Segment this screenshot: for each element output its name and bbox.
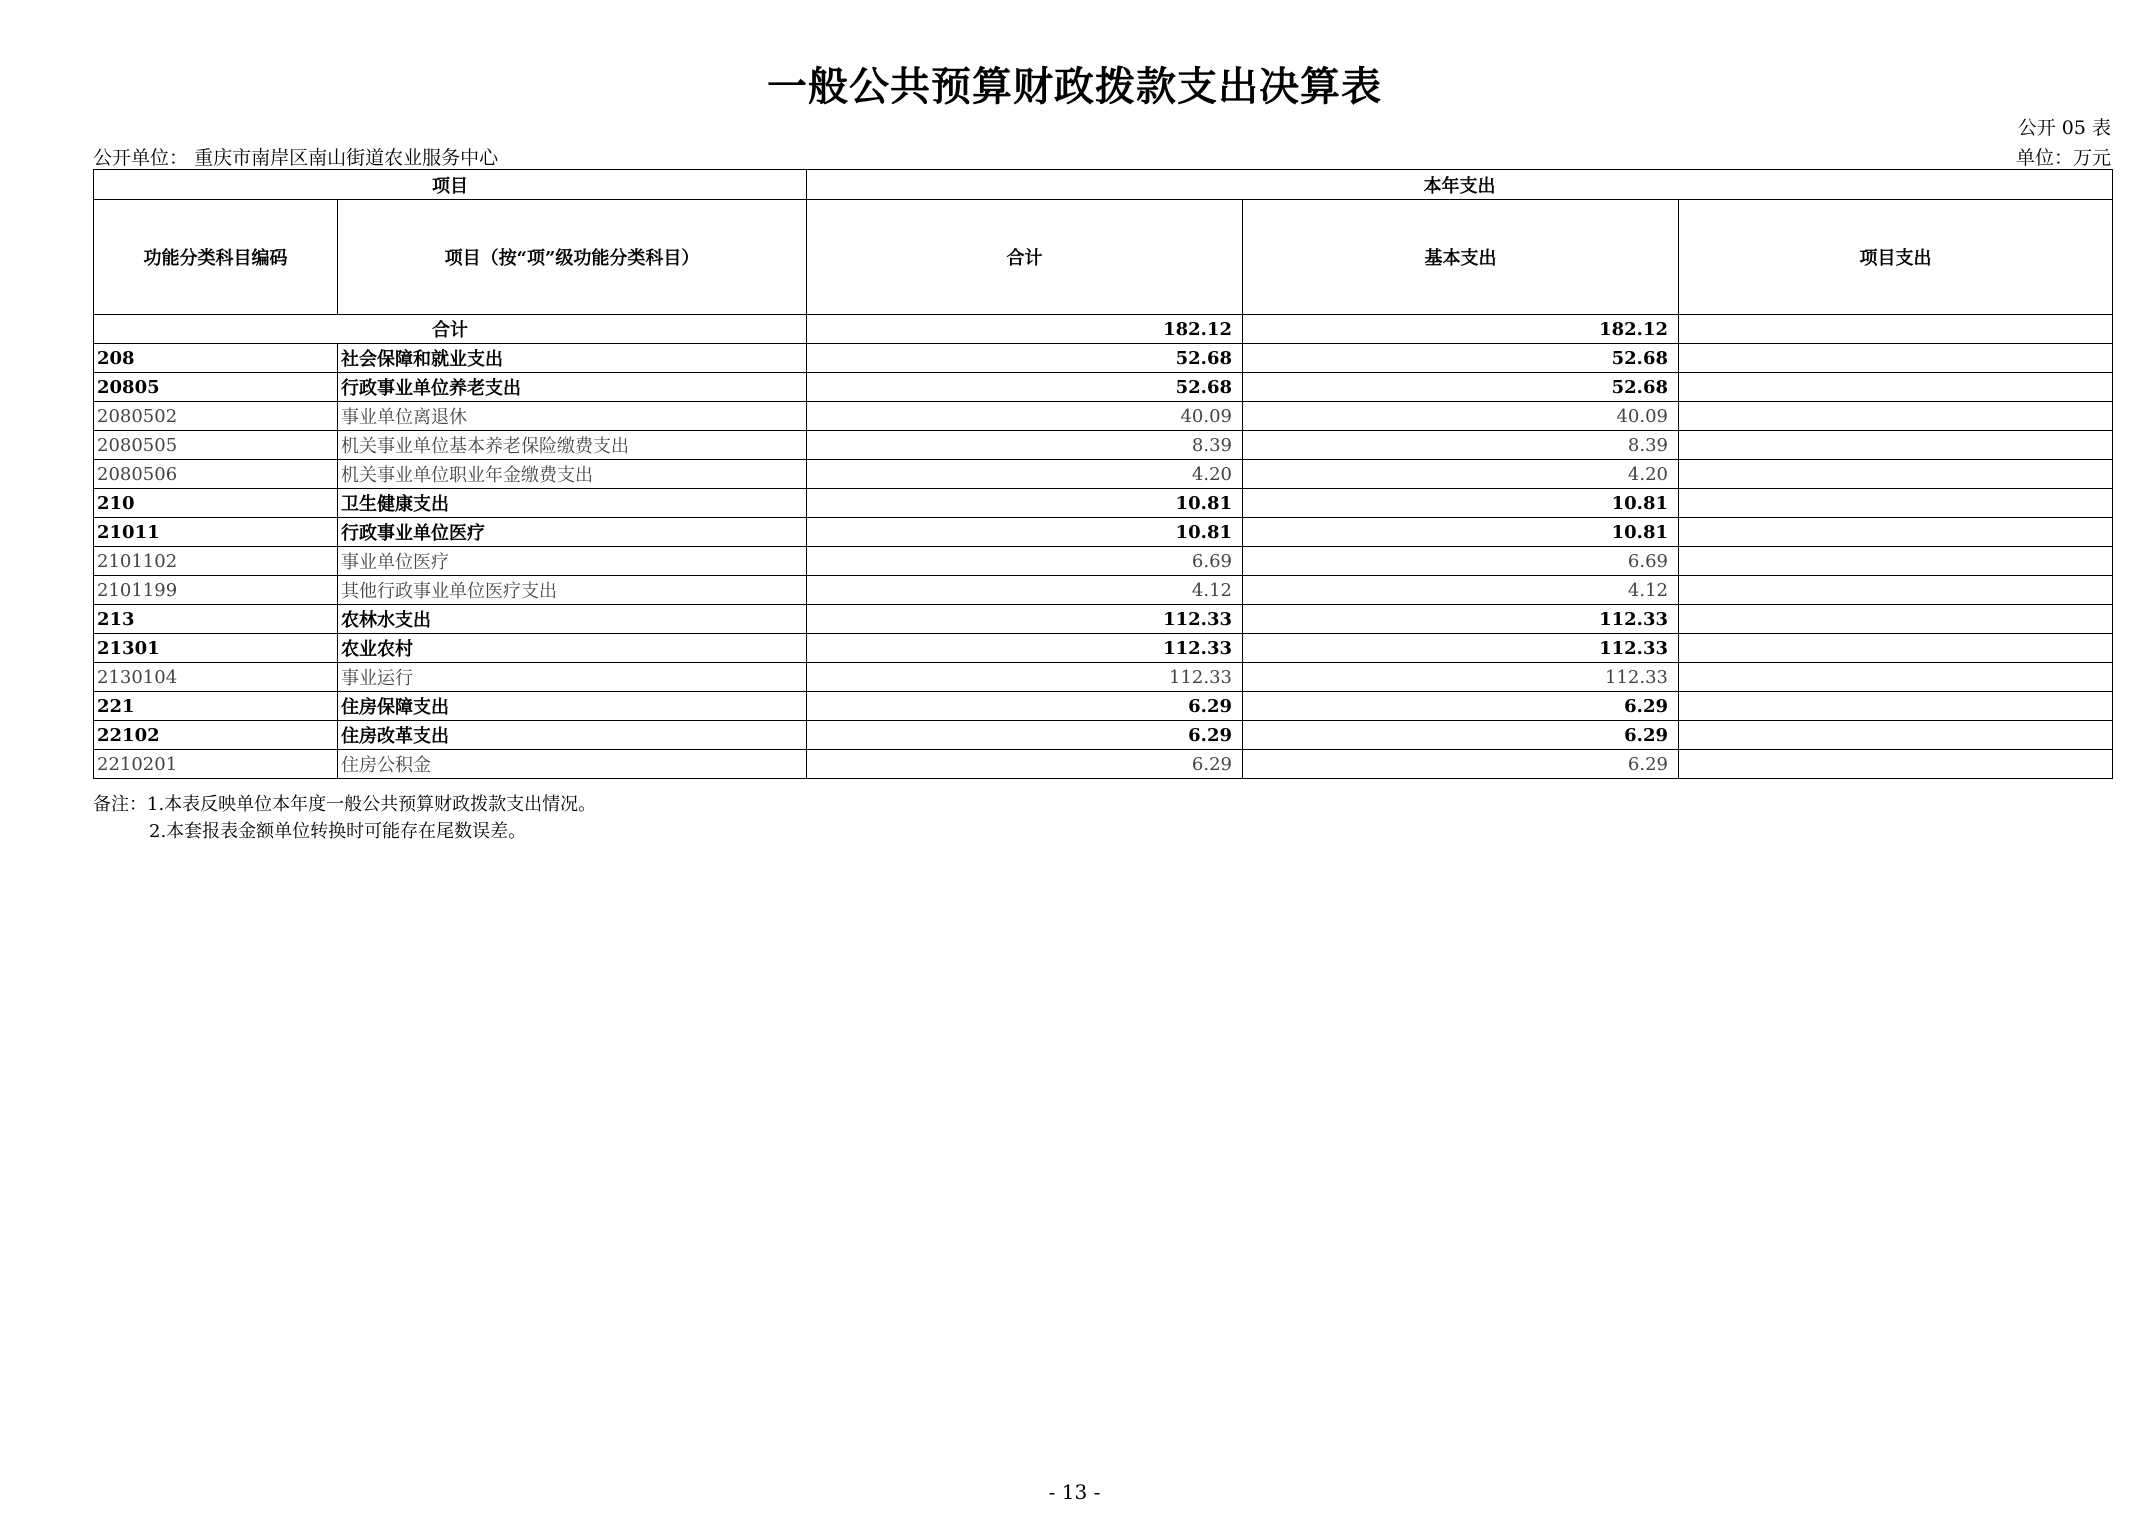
row-total: 40.09 xyxy=(807,402,1243,431)
table-row xyxy=(94,634,2113,663)
header-basic: 基本支出 xyxy=(1243,200,1679,315)
row-project xyxy=(1679,721,2113,750)
header-project-exp: 项目支出 xyxy=(1679,200,2113,315)
row-name: 行政事业单位医疗 xyxy=(338,518,807,547)
header-row-1 xyxy=(94,170,2113,200)
row-total: 6.29 xyxy=(807,692,1243,721)
form-number: 公开 05 表 xyxy=(2017,117,2111,139)
expenditure-table xyxy=(93,169,2113,779)
row-total: 112.33 xyxy=(807,663,1243,692)
row-name: 事业单位医疗 xyxy=(338,547,807,576)
row-project xyxy=(1679,518,2113,547)
row-code: 213 xyxy=(94,605,338,634)
row-total: 112.33 xyxy=(807,605,1243,634)
row-basic: 10.81 xyxy=(1243,489,1679,518)
notes xyxy=(93,791,596,845)
row-basic: 6.29 xyxy=(1243,721,1679,750)
row-total: 10.81 xyxy=(807,489,1243,518)
table-row xyxy=(94,605,2113,634)
row-project xyxy=(1679,489,2113,518)
header-project: 项目 xyxy=(94,170,807,200)
row-project xyxy=(1679,547,2113,576)
total-amount: 182.12 xyxy=(807,315,1243,344)
note-1: 备注：1.本表反映单位本年度一般公共预算财政拨款支出情况。 xyxy=(93,794,597,815)
table-row xyxy=(94,576,2113,605)
row-name: 机关事业单位基本养老保险缴费支出 xyxy=(338,431,807,460)
row-name: 卫生健康支出 xyxy=(338,489,807,518)
row-basic: 4.12 xyxy=(1243,576,1679,605)
row-basic: 112.33 xyxy=(1243,605,1679,634)
table-row xyxy=(94,460,2113,489)
row-total: 8.39 xyxy=(807,431,1243,460)
row-code: 2101102 xyxy=(94,547,338,576)
row-project xyxy=(1679,576,2113,605)
unit-label: 单位：万元 xyxy=(2015,147,2111,169)
header-row-2 xyxy=(94,200,2113,315)
total-project xyxy=(1679,315,2113,344)
row-code: 2080506 xyxy=(94,460,338,489)
table-row xyxy=(94,431,2113,460)
row-project xyxy=(1679,605,2113,634)
row-basic: 112.33 xyxy=(1243,663,1679,692)
row-name: 住房改革支出 xyxy=(338,721,807,750)
total-row xyxy=(94,315,2113,344)
row-project xyxy=(1679,402,2113,431)
row-basic: 40.09 xyxy=(1243,402,1679,431)
table-row xyxy=(94,344,2113,373)
page-number: - 13 - xyxy=(1048,1480,1101,1504)
row-name: 住房公积金 xyxy=(338,750,807,779)
table-row xyxy=(94,402,2113,431)
row-code: 20805 xyxy=(94,373,338,402)
row-total: 4.20 xyxy=(807,460,1243,489)
row-total: 6.29 xyxy=(807,750,1243,779)
row-total: 6.29 xyxy=(807,721,1243,750)
row-total: 52.68 xyxy=(807,373,1243,402)
row-total: 52.68 xyxy=(807,344,1243,373)
row-code: 2101199 xyxy=(94,576,338,605)
row-code: 2080502 xyxy=(94,402,338,431)
row-project xyxy=(1679,431,2113,460)
header-current-year: 本年支出 xyxy=(807,170,2113,200)
table-row xyxy=(94,663,2113,692)
row-name: 社会保障和就业支出 xyxy=(338,344,807,373)
row-name: 住房保障支出 xyxy=(338,692,807,721)
row-code: 208 xyxy=(94,344,338,373)
row-project xyxy=(1679,692,2113,721)
row-name: 机关事业单位职业年金缴费支出 xyxy=(338,460,807,489)
total-label: 合计 xyxy=(94,315,807,344)
note-2: 2.本套报表金额单位转换时可能存在尾数误差。 xyxy=(149,821,527,842)
row-basic: 112.33 xyxy=(1243,634,1679,663)
row-total: 10.81 xyxy=(807,518,1243,547)
row-basic: 6.69 xyxy=(1243,547,1679,576)
row-name: 事业单位离退休 xyxy=(338,402,807,431)
table-row xyxy=(94,373,2113,402)
row-code: 21301 xyxy=(94,634,338,663)
row-total: 4.12 xyxy=(807,576,1243,605)
row-code: 2210201 xyxy=(94,750,338,779)
row-name: 行政事业单位养老支出 xyxy=(338,373,807,402)
header-total: 合计 xyxy=(807,200,1243,315)
row-code: 210 xyxy=(94,489,338,518)
row-project xyxy=(1679,750,2113,779)
meta-line xyxy=(93,143,2111,169)
header-code: 功能分类科目编码 xyxy=(94,200,338,315)
row-name: 农林水支出 xyxy=(338,605,807,634)
page-title: 一般公共预算财政拨款支出决算表 xyxy=(767,63,1382,110)
row-code: 22102 xyxy=(94,721,338,750)
row-total: 6.69 xyxy=(807,547,1243,576)
row-name: 事业运行 xyxy=(338,663,807,692)
row-total: 112.33 xyxy=(807,634,1243,663)
row-basic: 52.68 xyxy=(1243,344,1679,373)
row-basic: 52.68 xyxy=(1243,373,1679,402)
table-row xyxy=(94,547,2113,576)
row-basic: 10.81 xyxy=(1243,518,1679,547)
row-code: 221 xyxy=(94,692,338,721)
header-name: 项目（按“项”级功能分类科目） xyxy=(338,200,807,315)
table-row xyxy=(94,692,2113,721)
org-info xyxy=(93,143,498,170)
table-row xyxy=(94,721,2113,750)
row-code: 21011 xyxy=(94,518,338,547)
row-code: 2130104 xyxy=(94,663,338,692)
row-name: 其他行政事业单位医疗支出 xyxy=(338,576,807,605)
org-label: 公开单位： xyxy=(93,147,189,169)
row-basic: 4.20 xyxy=(1243,460,1679,489)
row-basic: 6.29 xyxy=(1243,692,1679,721)
row-project xyxy=(1679,373,2113,402)
row-project xyxy=(1679,634,2113,663)
row-project xyxy=(1679,663,2113,692)
table-row xyxy=(94,750,2113,779)
table-row xyxy=(94,489,2113,518)
row-code: 2080505 xyxy=(94,431,338,460)
row-project xyxy=(1679,344,2113,373)
row-name: 农业农村 xyxy=(338,634,807,663)
org-name: 重庆市南岸区南山街道农业服务中心 xyxy=(194,147,499,169)
total-basic: 182.12 xyxy=(1243,315,1679,344)
row-basic: 6.29 xyxy=(1243,750,1679,779)
row-basic: 8.39 xyxy=(1243,431,1679,460)
table-row xyxy=(94,518,2113,547)
row-project xyxy=(1679,460,2113,489)
